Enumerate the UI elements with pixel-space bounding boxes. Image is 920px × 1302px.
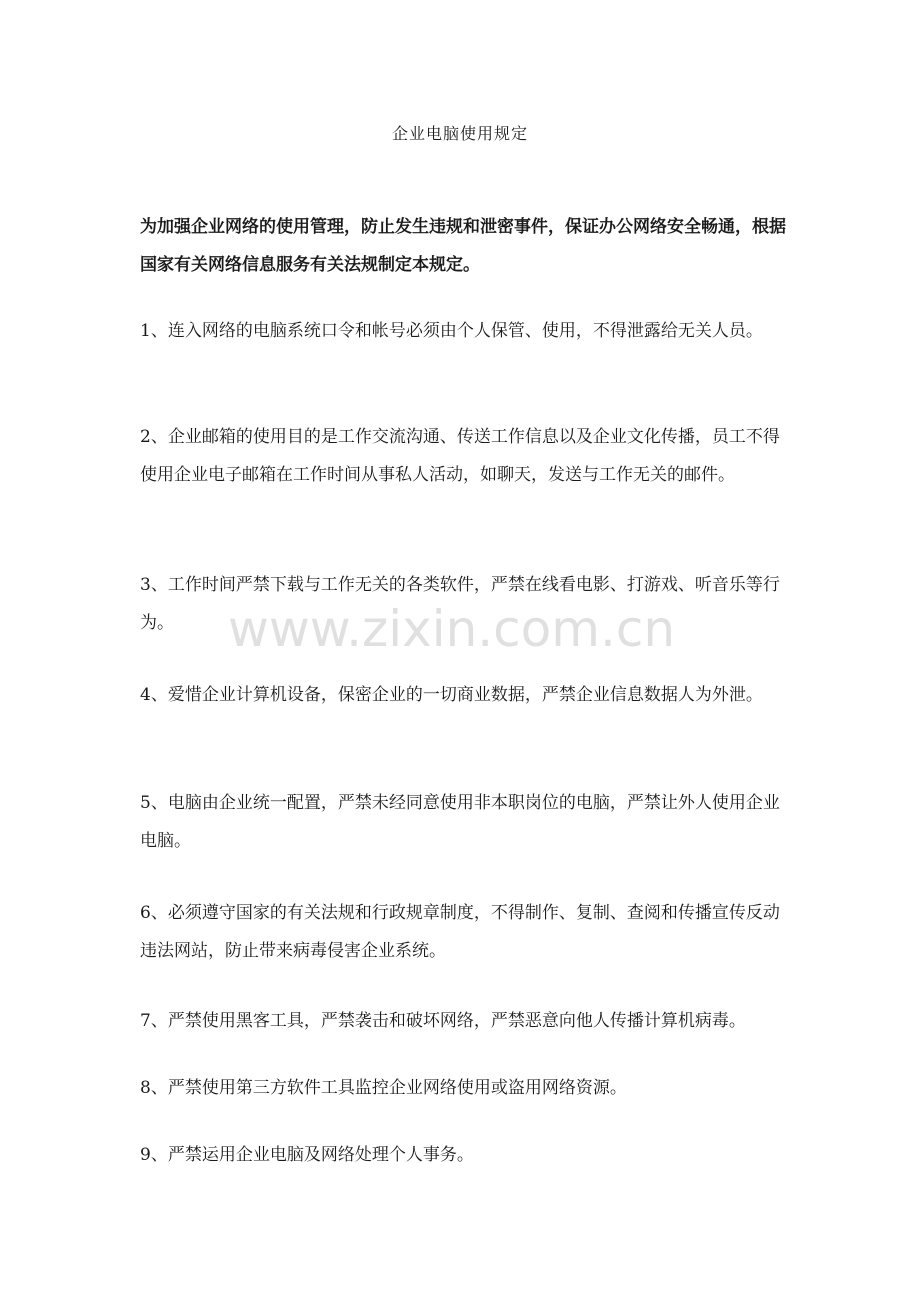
document-title: 企业电脑使用规定 [391,124,528,143]
rule-1: 1、连入网络的电脑系统口令和帐号必须由个人保管、使用，不得泄露给无关人员。 [140,321,763,341]
rule-8: 8、严禁使用第三方软件工具监控企业网络使用或盗用网络资源。 [140,1078,627,1098]
intro-paragraph: 为加强企业网络的使用管理，防止发生违规和泄密事件，保证办公网络安全畅通，根据国家有关网络信息服务有关法规制定本规定。 [140,217,786,275]
rule-4: 4、爱惜企业计算机设备，保密企业的一切商业数据，严禁企业信息数据人为外泄。 [140,685,763,705]
watermark: www.zixin.com.cn [228,600,676,658]
rule-7: 7、严禁使用黑客工具，严禁袭击和破坏网络，严禁恶意向他人传播计算机病毒。 [140,1011,746,1031]
rule-3: 3、工作时间严禁下载与工作无关的各类软件，严禁在线看电影、打游戏、听音乐等行为。 [140,575,780,633]
rule-6: 6、必须遵守国家的有关法规和行政规章制度，不得制作、复制、查阅和传播宣传反动违法网站，防止带来病毒侵害企业系统。 [140,903,780,961]
rule-9: 9、严禁运用企业电脑及网络处理个人事务。 [140,1145,474,1165]
rule-2: 2、企业邮箱的使用目的是工作交流沟通、传送工作信息以及企业文化传播，员工不得使用企业电子邮箱在工作时间从事私人活动，如聊天，发送与工作无关的邮件。 [140,427,780,485]
rule-5: 5、电脑由企业统一配置，严禁未经同意使用非本职岗位的电脑，严禁让外人使用企业电脑。 [140,793,780,851]
